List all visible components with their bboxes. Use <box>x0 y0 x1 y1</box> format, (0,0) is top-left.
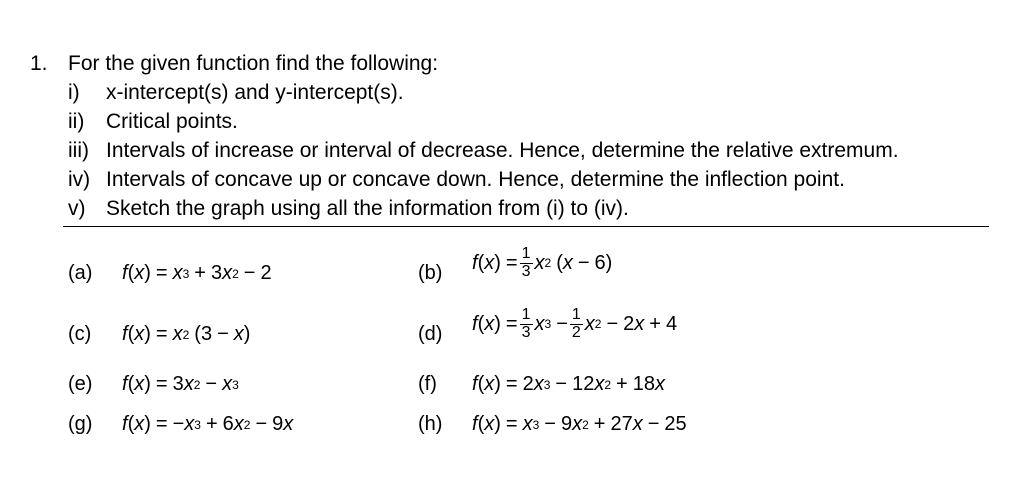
subpart-text: Critical points. <box>106 110 238 133</box>
subpart-numeral: ii) <box>68 110 85 133</box>
problem-e-expression: f ( x ) = 3 x 2 − x 3 <box>122 373 239 395</box>
problem-d-expression: f ( x ) = $\frac{1}{3}$ x 3 − $\frac{1}{2}$ x 2 − 2 x + 4 <box>472 306 678 341</box>
problem-f-expression: f ( x ) = 2 x 3 − 12 x 2 + 18 x <box>472 373 665 395</box>
question-title: For the given function find the following: <box>68 52 439 75</box>
problem-b-expression: f ( x ) = $\frac{1}{3}$ x 2 ( x − 6) <box>472 245 613 280</box>
problem-h-expression: f ( x ) = x 3 − 9 x 2 + 27 x − 25 <box>472 413 687 435</box>
subpart-text: Intervals of increase or interval of decrease. Hence, determine the relative extremum. <box>106 139 899 162</box>
divider-rule <box>63 226 989 227</box>
subpart-numeral: iv) <box>68 168 91 191</box>
problem-b-label: (b) <box>418 262 443 284</box>
subpart-text: Sketch the graph using all the information from (i) to (iv). <box>106 197 629 220</box>
problem-a-label: (a) <box>68 262 93 284</box>
problem-e-label: (e) <box>68 373 93 395</box>
fraction-one-third: $\frac{1}{3}$ <box>521 306 531 341</box>
problem-f-label: (f) <box>418 373 437 395</box>
fraction-one-third: $\frac{1}{3}$ <box>521 245 531 280</box>
subpart-numeral: iii) <box>68 139 89 162</box>
problem-g-label: (g) <box>68 413 93 435</box>
fraction-one-half: $\frac{1}{2}$ <box>571 306 581 341</box>
problem-c-label: (c) <box>68 323 92 345</box>
problem-c-expression: f ( x ) = x 2 (3 − x ) <box>122 323 251 345</box>
problem-d-label: (d) <box>418 323 443 345</box>
problem-h-label: (h) <box>418 413 443 435</box>
problem-a-expression: f ( x ) = x 3 + 3 x 2 − 2 <box>122 262 272 284</box>
subpart-text: Intervals of concave up or concave down. Hence, determine the inflection point. <box>106 168 845 191</box>
subpart-numeral: v) <box>68 197 86 220</box>
subpart-numeral: i) <box>68 81 80 104</box>
question-number: 1. <box>30 52 48 75</box>
problem-g-expression: f ( x ) = − x 3 + 6 x 2 − 9 x <box>122 413 294 435</box>
subpart-text: x-intercept(s) and y-intercept(s). <box>106 81 404 104</box>
